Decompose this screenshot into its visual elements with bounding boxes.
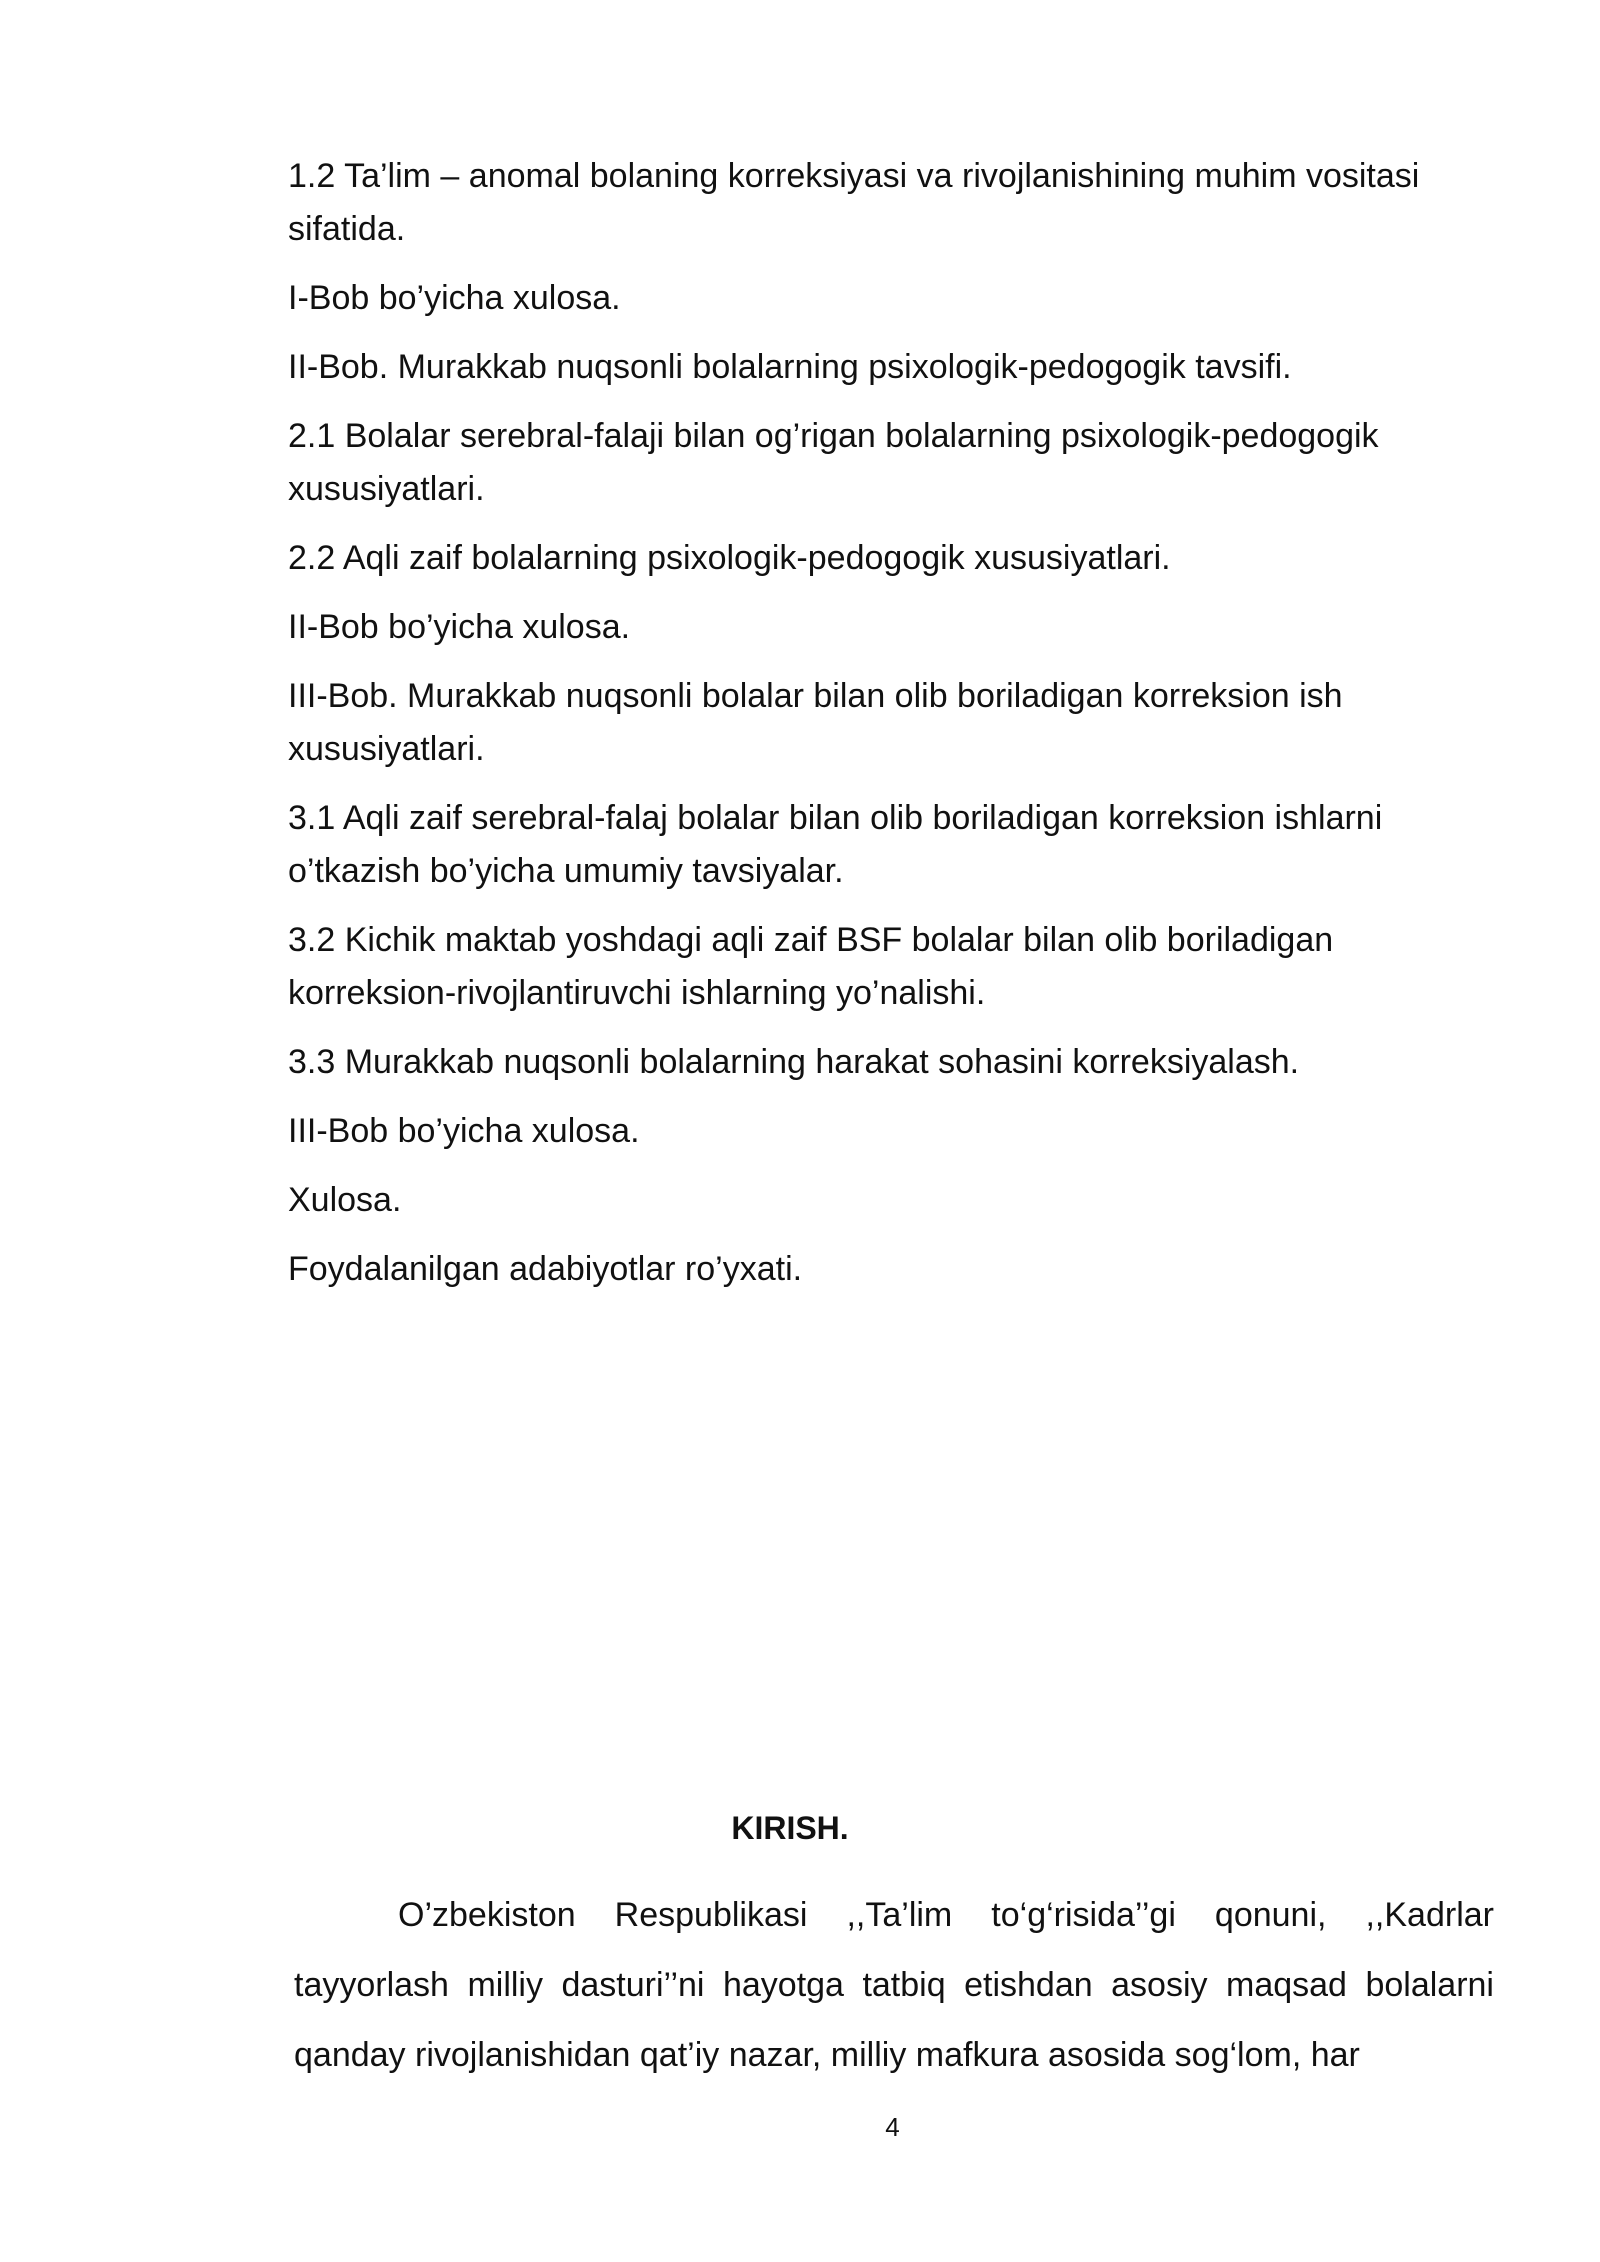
toc-item: 2.2 Aqli zaif bolalarning psixologik-pedogogik xususiyatlari. [288, 539, 1171, 577]
toc-item: II-Bob. Murakkab nuqsonli bolalarning psixologik-pedogogik tavsifi. [288, 348, 1292, 386]
toc-item: 1.2 Ta’lim – anomal bolaning korreksiyasi va rivojlanishining muhim vositasi sifatida. [288, 157, 1420, 248]
intro-paragraph: O’zbekiston Respublikasi ,,Ta’lim to‘g‘risida’’gi qonuni, ,,Kadrlar tayyorlash milliy dasturi’’ni hayotga tatbiq etishdan asosiy maqsad bolalarni qanday rivojlanishidan qat’iy nazar, milliy mafkura asosida sog‘lom, har [294, 1896, 1494, 2074]
toc-item: Xulosa. [288, 1181, 402, 1219]
section-heading: KIRISH. [731, 1810, 849, 1846]
toc-item: III-Bob bo’yicha xulosa. [288, 1112, 640, 1150]
toc-item: 3.3 Murakkab nuqsonli bolalarning harakat sohasini korreksiyalash. [288, 1043, 1300, 1081]
toc-item: Foydalanilgan adabiyotlar ro’yxati. [288, 1250, 803, 1288]
toc-item: 2.1 Bolalar serebral-falaji bilan og’rigan bolalarning psixologik-pedogogik xususiyatlari. [288, 417, 1379, 508]
toc-item: III-Bob. Murakkab nuqsonli bolalar bilan olib boriladigan korreksion ish xususiyatlari. [288, 677, 1343, 768]
toc-item: II-Bob bo’yicha xulosa. [288, 608, 631, 646]
page-number: 4 [885, 2112, 900, 2142]
toc-item: 3.2 Kichik maktab yoshdagi aqli zaif BSF bolalar bilan olib boriladigan korreksion-rivojlantiruvchi ishlarning yo’nalishi. [288, 921, 1334, 1012]
table-of-contents [288, 150, 1468, 1312]
toc-item: I-Bob bo’yicha xulosa. [288, 279, 621, 317]
toc-item: 3.1 Aqli zaif serebral-falaj bolalar bilan olib boriladigan korreksion ishlarni o’tkazish bo’yicha umumiy tavsiyalar. [288, 799, 1383, 890]
